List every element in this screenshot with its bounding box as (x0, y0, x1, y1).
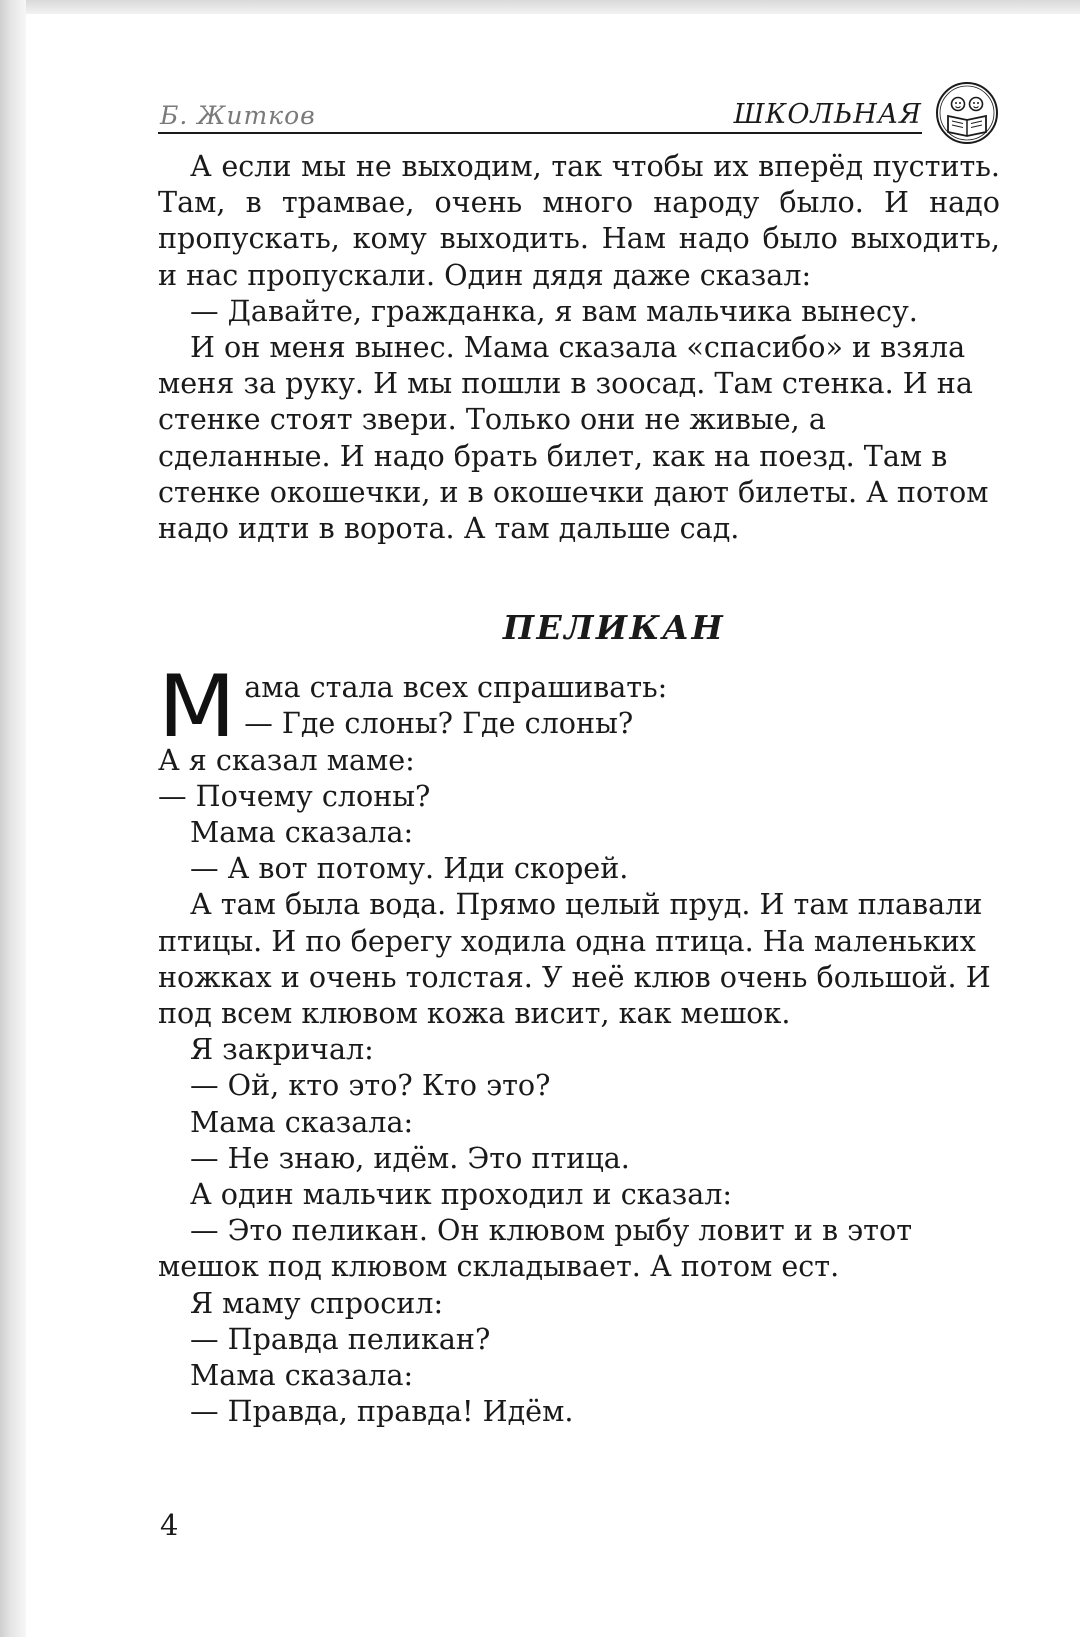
paragraph: Я закричал: (190, 1032, 374, 1067)
dialogue-line: — Ой, кто это? Кто это? (190, 1068, 551, 1103)
series-logo-icon (934, 80, 1000, 146)
dialogue-line: — Правда пеликан? (190, 1321, 491, 1356)
chapter-opening (158, 657, 1000, 758)
dialogue-line: — Это пеликан. Он клювом рыбу ловит и в этот мешок под клювом складывает. А потом ест. (158, 1213, 913, 1284)
paragraph: А один мальчик проходил и сказал: (190, 1177, 733, 1212)
paragraph: Мама сказала: (190, 1358, 414, 1393)
chapter-body (158, 657, 1000, 1429)
opening-dialogue: — Где слоны? Где слоны? (244, 706, 634, 741)
dialogue-line: — Давайте, гражданка, я вам мальчика вынесу. (190, 293, 918, 328)
paragraph: А я сказал маме: (158, 742, 415, 777)
opening-line: ама стала всех спрашивать: (244, 670, 668, 705)
story-continuation (158, 148, 1000, 546)
book-page (158, 80, 1000, 1430)
drop-cap: М (158, 657, 236, 758)
running-header (158, 80, 922, 134)
paragraph: И он меня вынес. Мама сказала «спасибо» и взяла меня за руку. И мы пошли в зоосад. Там стенка. И на стенке стоят звери. Только они не живые, а сделанные. И надо брать билет, как на поезд. Там в стенке окошечки, и в окошечки дают билеты. А потом надо идти в ворота. А там дальше сад. (158, 330, 989, 546)
paragraph: А там была вода. Прямо целый пруд. И там плавали птицы. И по берегу ходила одна птица. На маленьких ножках и очень толстая. У неё клюв очень большой. И под всем клювом кожа висит, как мешок. (158, 887, 991, 1031)
page-number: 4 (160, 1508, 179, 1542)
chapter-title: ПЕЛИКАН (502, 608, 726, 648)
dialogue-line: — Не знаю, идём. Это птица. (190, 1140, 630, 1175)
paragraph: Мама сказала: (190, 815, 414, 850)
paragraph: Я маму спросил: (190, 1285, 444, 1320)
paragraph: Мама сказала: (190, 1104, 414, 1139)
scan-edge-left (0, 0, 26, 1637)
header-author: Б. Житков (160, 101, 316, 130)
dialogue-line: — Почему слоны? (158, 778, 431, 813)
paragraph: А если мы не выходим, так чтобы их вперёд пустить. Там, в трамвае, очень много народу было. И надо пропускать, кому выходить. Нам надо было выходить, и нас пропускали. Один дядя даже сказал: (158, 149, 1000, 292)
scan-edge-top (0, 0, 1080, 14)
dialogue-line: — А вот потому. Иди скорей. (190, 851, 629, 886)
dialogue-line: — Правда, правда! Идём. (190, 1394, 574, 1429)
header-series: ШКОЛЬНАЯ (733, 99, 922, 130)
